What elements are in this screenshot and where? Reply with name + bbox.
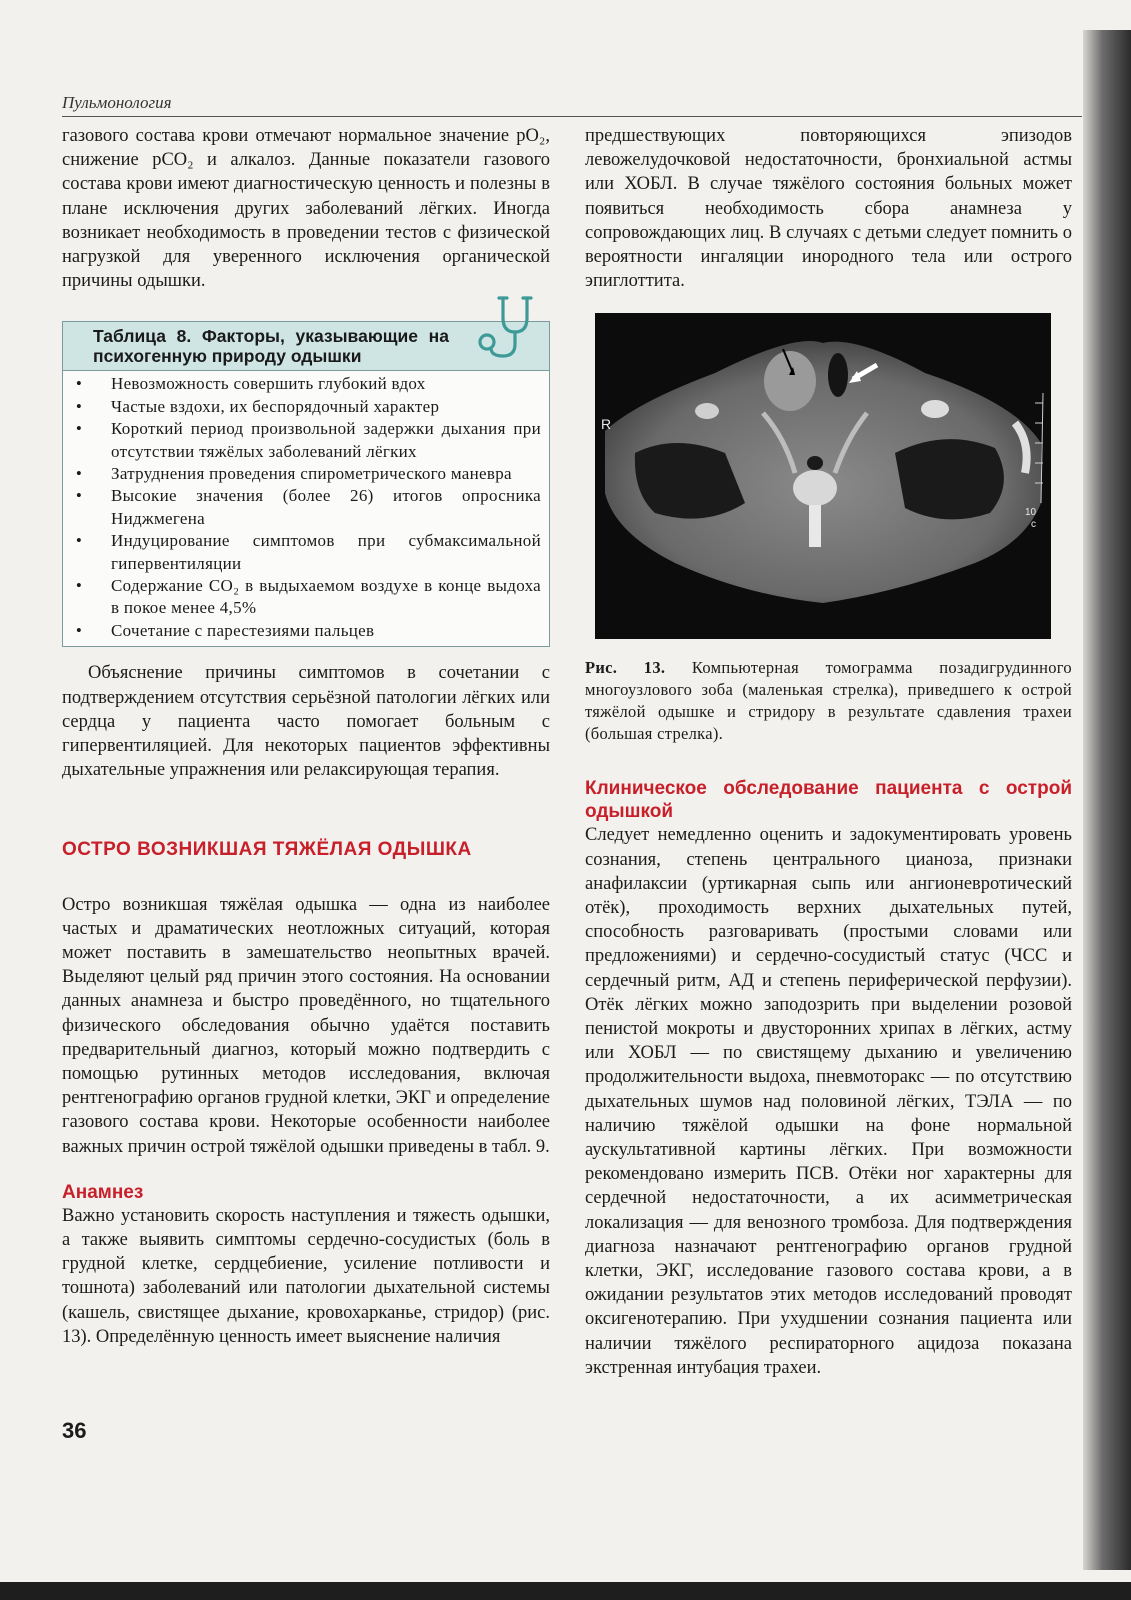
bullet-icon: • bbox=[75, 486, 83, 506]
table-item: • Частые вздохи, их беспорядочный характер bbox=[73, 396, 541, 418]
page-edge-shadow bbox=[1083, 30, 1131, 1570]
table-item: • Затруднения проведения спирометрического маневра bbox=[73, 463, 541, 485]
anamnesis-paragraph: Важно установить скорость наступления и тяжесть одышки, а также выявить симптомы сердечно-сосудистых (боль в грудной клетке, сердцебиение, усиление потливости и тошнота) заболеваний или патологии дыхательной системы (кашель, свистящее дыхание, кровохарканье, стридор) (рис. 13). Определённую ценность имеет выяснение наличия bbox=[62, 1205, 550, 1347]
stethoscope-icon bbox=[473, 292, 543, 364]
continued-paragraph: предшествующих повторяющихся эпизодов левожелудочковой недостаточности, бронхиальной астмы или ХОБЛ. В случае тяжёлого состояния больных может появиться необходимость сбора анамнеза у сопровождающих лиц. В случаях с детьми следует помнить о вероятности ингаляции инородного тела или острого эпиглоттита. bbox=[585, 126, 1072, 292]
table-item: • Короткий период произвольной задержки дыхания при отсутствии тяжёлых заболеваний лёгких bbox=[73, 418, 541, 463]
bullet-icon: • bbox=[75, 464, 83, 484]
bullet-icon: • bbox=[75, 419, 83, 439]
figure-label: Рис. 13. bbox=[585, 658, 666, 678]
anamnesis-title: Анамнез bbox=[62, 1181, 144, 1203]
bullet-icon: • bbox=[75, 374, 83, 394]
scale-label: 10 bbox=[1025, 507, 1037, 519]
figure-caption bbox=[585, 657, 1072, 745]
section-title: ОСТРО ВОЗНИКШАЯ ТЯЖЁЛАЯ ОДЫШКА bbox=[62, 839, 472, 861]
running-head: Пульмонология bbox=[62, 93, 172, 112]
table-8 bbox=[62, 321, 550, 647]
side-marker: R bbox=[601, 416, 612, 433]
header-rule bbox=[62, 116, 1082, 117]
page-number: 36 bbox=[62, 1418, 87, 1443]
ct-scan-image bbox=[595, 313, 1051, 639]
bullet-icon: • bbox=[75, 576, 83, 596]
page-bottom-edge bbox=[0, 1582, 1131, 1600]
figure-caption-text: Компьютерная томограмма позадигрудинного многоузлового зоба (маленькая стрелка), приведшего к острой тяжёлой одышке и стридору в результате сдавления трахеи (большая стрелка). bbox=[585, 658, 1072, 744]
table-item: • Индуцирование симптомов при субмаксимальной гипервентиляции bbox=[73, 530, 541, 575]
table-item: • Сочетание с парестезиями пальцев bbox=[73, 620, 541, 642]
left-column bbox=[62, 124, 550, 1349]
right-column bbox=[585, 124, 1072, 1380]
table-item-list bbox=[63, 371, 549, 646]
table-item: • Высокие значения (более 26) итогов опросника Ниджмегена bbox=[73, 485, 541, 530]
scale-unit: c bbox=[1031, 519, 1036, 531]
bullet-icon: • bbox=[75, 620, 83, 640]
exam-title: Клиническое обследование пациента с острой одышкой bbox=[585, 778, 1072, 823]
bullet-icon: • bbox=[75, 531, 83, 551]
intro-paragraph: газового состава крови отмечают нормальное значение pO₂, снижение pCO₂ и алкалоз. Данные показатели газового состава крови имеют диагностическую ценность и полезны в плане исключения других заболеваний лёгких. Иногда возникает необходимость в проведении тестов с физической нагрузкой для уверенного исключения органической причины одышки. bbox=[62, 126, 550, 292]
table-title: Таблица 8. Факторы, указывающие на психогенную природу одышки bbox=[63, 322, 549, 371]
section-paragraph: Остро возникшая тяжёлая одышка — одна из наиболее частых и драматических неотложных ситуаций, которая может поставить в замешательство неопытных врачей. Выделяют целый ряд причин этого состояния. На основании данных анамнеза и быстро проведённого, но тщательного физического обследования обычно удаётся поставить предварительный диагноз, который можно подтвердить с помощью рутинных методов исследования, включая рентгенографию органов грудной клетки, ЭКГ и определение газового состава крови. Некоторые особенности наиболее важных причин острой тяжёлой одышки приведены в табл. 9. bbox=[62, 894, 550, 1157]
exam-paragraph: Следует немедленно оценить и задокументировать уровень сознания, степень центрального цианоза, признаки анафилаксии (уртикарная сыпь или ангионевротический отёк), проходимость верхних дыхательных путей, способность разговаривать (простыми словами или предложениями) и сердечно-сосудистый статус (ЧСС и сердечный ритм, АД и степень периферической перфузии). Отёк лёгких можно заподозрить при выделении розовой пенистой мокроты и двусторонних хрипах в лёгких, астму или ХОБЛ — по свистящему дыханию и увеличению продолжительности выдоха, пневмоторакс — по отсутствию дыхательных шумов над половиной лёгких, ТЭЛА — по наличию тяжёлой одышки на фоне нормальной аускультативной картины лёгких. При возможности рекомендовано измерить ПСВ. Отёки ног характерны для сердечной недостаточности, а их асимметрическая локализация — для венозного тромбоза. Для подтверждения диагноза назначают рентгенографию органов грудной клетки, ЭКГ, исследование газового состава крови, а в ожидании результатов этих методов исследований проводят оксигенотерапию. При ухудшении сознания пациента или наличии тяжёлого респираторного ацидоза показана экстренная интубация трахеи. bbox=[585, 825, 1072, 1378]
explanation-paragraph: Объяснение причины симптомов в сочетании с подтверждением отсутствия серьёзной патологии лёгких или сердца у пациента часто помогает больным с гипервентиляцией. Для некоторых пациентов эффективны дыхательные упражнения или релаксирующая терапия. bbox=[62, 663, 550, 781]
bullet-icon: • bbox=[75, 396, 83, 416]
table-item: • Невозможность совершить глубокий вдох bbox=[73, 373, 541, 395]
table-item: • Содержание CO₂ в выдыхаемом воздухе в конце выдоха в покое менее 4,5% bbox=[73, 575, 541, 620]
